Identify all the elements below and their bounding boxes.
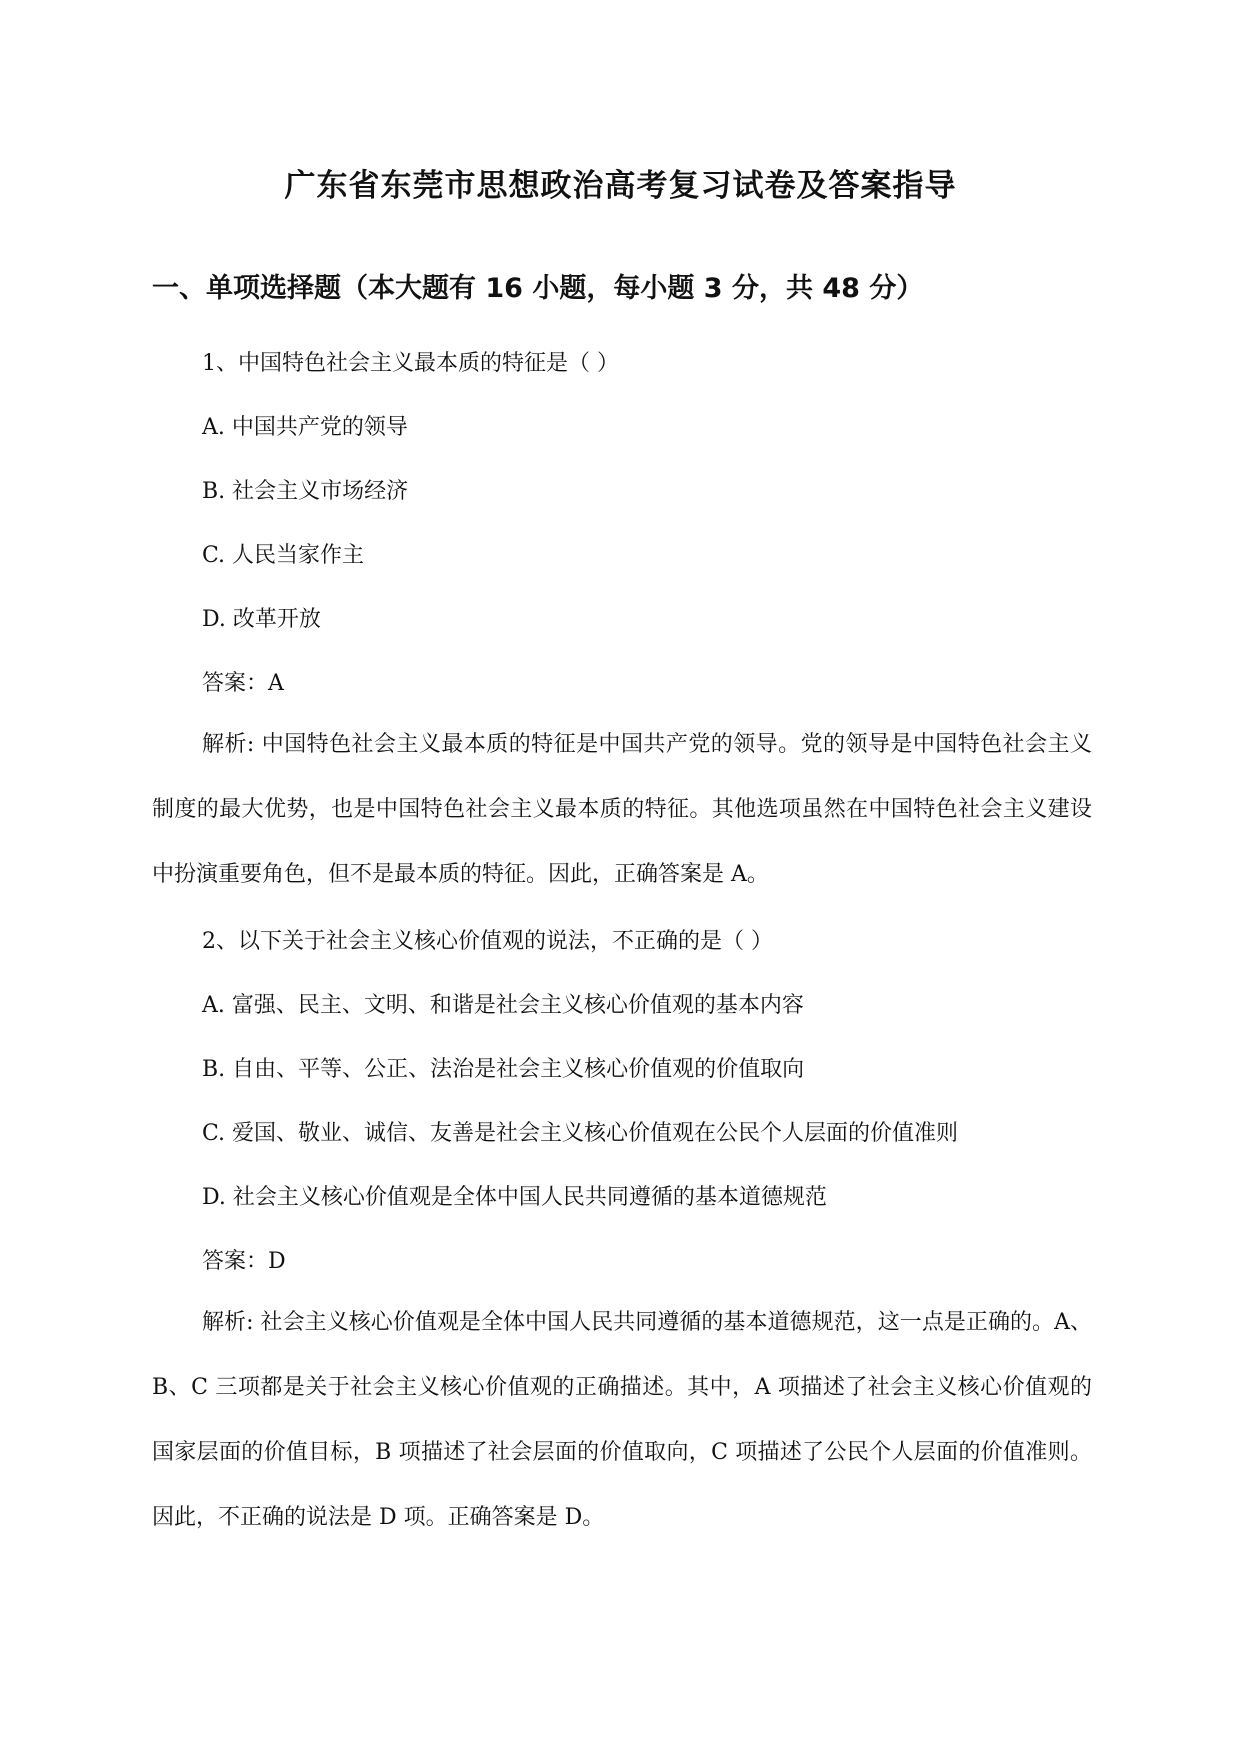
question-2-answer: 答案：D [202,1249,286,1274]
question-2-option-d: D. 社会主义核心价值观是全体中国人民共同遵循的基本道德规范 [202,1185,827,1210]
question-1-answer: 答案：A [202,671,284,696]
question-1-option-a: A. 中国共产党的领导 [202,415,408,440]
question-1-analysis: 解析: 中国特色社会主义最本质的特征是中国共产党的领导。党的领导是中国特色社会主义制度的最大优势，也是中国特色社会主义最本质的特征。其他选项虽然在中国特色社会主义建设中扮演重要角色，但不是最本质的特征。因此，正确答案是 A。 [152,732,1092,887]
question-1-stem: 1、中国特色社会主义最本质的特征是（ ） [202,351,619,376]
question-1-option-c: C. 人民当家作主 [202,543,365,568]
question-2-option-a: A. 富强、民主、文明、和谐是社会主义核心价值观的基本内容 [202,993,804,1018]
question-2-analysis: 解析: 社会主义核心价值观是全体中国人民共同遵循的基本道德规范，这一点是正确的。A、B、C 三项都是关于社会主义核心价值观的正确描述。其中，A 项描述了社会主义核心价值观的国家层面的价值目标，B 项描述了社会层面的价值取向，C 项描述了公民个人层面的价值准则。因此，不正确的说法是 D 项。正确答案是 D。 [152,1310,1092,1530]
question-1-option-b: B. 社会主义市场经济 [202,479,409,504]
question-2-option-c: C. 爱国、敬业、诚信、友善是社会主义核心价值观在公民个人层面的价值准则 [202,1121,959,1146]
section-heading: 一、单项选择题（本大题有 16 小题，每小题 3 分，共 48 分） [152,273,924,304]
question-2-stem: 2、以下关于社会主义核心价值观的说法，不正确的是（ ） [202,929,773,954]
document-title: 广东省东莞市思想政治高考复习试卷及答案指导 [284,168,957,204]
question-2-option-b: B. 自由、平等、公正、法治是社会主义核心价值观的价值取向 [202,1057,805,1082]
question-1-option-d: D. 改革开放 [202,607,321,632]
